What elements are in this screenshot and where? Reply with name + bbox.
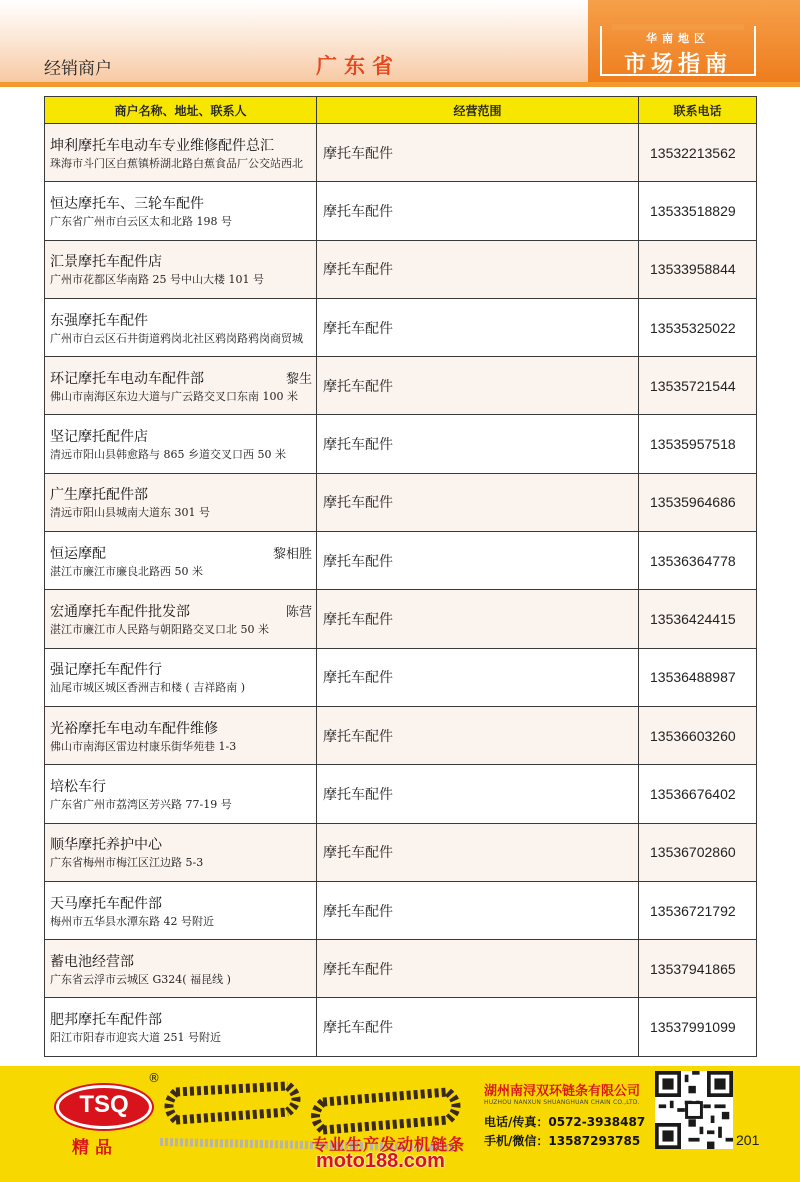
header-divider — [0, 82, 800, 87]
merchant-cell — [45, 182, 317, 240]
qr-code-icon — [655, 1071, 733, 1149]
merchant-heading — [50, 951, 312, 971]
table-row — [45, 881, 757, 939]
merchant-heading — [50, 193, 312, 213]
merchant-cell — [45, 940, 317, 998]
merchant-name: 坚记摩托配件店 — [50, 429, 148, 446]
table-row — [45, 473, 757, 531]
table-row — [45, 182, 757, 240]
merchant-cell — [45, 765, 317, 823]
company-name-english: HUZHOU NANXUN SHUANGHUAN CHAIN CO.,LTD. — [484, 1099, 640, 1106]
contact-phone: 13537991099 — [639, 998, 757, 1056]
business-scope: 摩托车配件 — [317, 298, 639, 356]
merchant-name: 坤利摩托车电动车专业维修配件总汇 — [50, 137, 274, 154]
merchant-name: 强记摩托车配件行 — [50, 662, 162, 679]
merchant-heading — [50, 251, 312, 271]
merchant-address: 阳江市阳春市迎宾大道 251 号附近 — [50, 1031, 221, 1045]
table-row — [45, 998, 757, 1056]
merchant-contact: 陈营 — [285, 605, 312, 621]
business-scope: 摩托车配件 — [317, 590, 639, 648]
table-body — [45, 124, 757, 1057]
section-label: 经销商户 — [44, 59, 112, 79]
business-scope: 摩托车配件 — [317, 765, 639, 823]
merchant-cell — [45, 998, 317, 1056]
company-mobile: 手机/微信：13587293785 — [484, 1134, 641, 1148]
contact-phone: 13536424415 — [639, 590, 757, 648]
table-row — [45, 590, 757, 648]
merchant-heading — [50, 484, 312, 504]
merchant-cell — [45, 298, 317, 356]
brand-tag: 精品 — [72, 1138, 118, 1158]
business-scope: 摩托车配件 — [317, 240, 639, 298]
merchant-cell — [45, 706, 317, 764]
business-scope: 摩托车配件 — [317, 823, 639, 881]
merchant-name: 蓄电池经营部 — [50, 953, 134, 970]
table-row — [45, 706, 757, 764]
merchant-cell — [45, 124, 317, 182]
table-row — [45, 415, 757, 473]
contact-phone: 13537941865 — [639, 940, 757, 998]
merchant-cell — [45, 357, 317, 415]
table-row — [45, 298, 757, 356]
contact-phone: 13533958844 — [639, 240, 757, 298]
contact-phone: 13535325022 — [639, 298, 757, 356]
merchant-address: 广东省广州市白云区太和北路 198 号 — [50, 214, 232, 228]
merchant-address: 湛江市廉江市人民路与朝阳路交叉口北 50 米 — [50, 623, 269, 637]
merchant-name: 培松车行 — [50, 778, 106, 795]
merchant-cell — [45, 532, 317, 590]
business-scope: 摩托车配件 — [317, 648, 639, 706]
business-scope: 摩托车配件 — [317, 124, 639, 182]
merchant-name: 恒运摩配 — [50, 545, 106, 562]
guide-subtitle: 华南地区 — [646, 32, 710, 45]
merchant-name: 东强摩托车配件 — [50, 312, 148, 329]
merchant-address: 汕尾市城区城区香洲吉和楼 ( 吉祥路南 ) — [50, 681, 246, 695]
merchant-address: 佛山市南海区雷边村康乐街华苑巷 1-3 — [50, 739, 237, 753]
guide-title: 市场指南 — [623, 52, 732, 77]
contact-phone: 13533518829 — [639, 182, 757, 240]
merchant-heading — [50, 718, 312, 738]
merchant-name: 光裕摩托车电动车配件维修 — [50, 720, 218, 737]
merchant-address: 珠海市斗门区白蕉镇桥湖北路白蕉食品厂公交站西北 — [50, 156, 303, 170]
company-name: 湖州南浔双环链条有限公司 — [484, 1084, 641, 1099]
merchant-heading — [50, 659, 312, 679]
contact-phone: 13532213562 — [639, 124, 757, 182]
merchant-name: 环记摩托车电动车配件部 — [50, 370, 204, 387]
registered-mark: ® — [148, 1071, 160, 1085]
merchant-name: 广生摩托配件部 — [50, 487, 148, 504]
merchant-heading — [50, 776, 312, 796]
merchant-address: 广东省梅州市梅江区江边路 5-3 — [50, 856, 204, 870]
table-row — [45, 823, 757, 881]
merchant-cell — [45, 881, 317, 939]
column-header-phone: 联系电话 — [639, 97, 757, 124]
table-row — [45, 765, 757, 823]
province-title: 广东省 — [316, 54, 400, 78]
contact-phone: 13536603260 — [639, 706, 757, 764]
business-scope: 摩托车配件 — [317, 881, 639, 939]
merchant-name: 肥邦摩托车配件部 — [50, 1012, 162, 1029]
table-row — [45, 648, 757, 706]
merchant-cell — [45, 648, 317, 706]
merchant-address: 广东省云浮市云城区 G324( 福昆线 ) — [50, 972, 231, 986]
merchant-name: 恒达摩托车、三轮车配件 — [50, 195, 204, 212]
merchant-address: 广州市白云区石井街道鸦岗北社区鸦岗路鸦岗商贸城 — [50, 331, 303, 345]
business-scope: 摩托车配件 — [317, 532, 639, 590]
contact-phone: 13535964686 — [639, 473, 757, 531]
table-row — [45, 532, 757, 590]
business-scope: 摩托车配件 — [317, 415, 639, 473]
merchant-address: 广州市花都区华南路 25 号中山大楼 101 号 — [50, 273, 264, 287]
merchant-address: 清远市阳山县韩愈路与 865 乡道交叉口西 50 米 — [50, 448, 286, 462]
table-row — [45, 240, 757, 298]
business-scope: 摩托车配件 — [317, 998, 639, 1056]
contact-phone: 13536702860 — [639, 823, 757, 881]
merchant-heading — [50, 834, 312, 854]
merchant-name: 顺华摩托养护中心 — [50, 837, 162, 854]
contact-phone: 13535721544 — [639, 357, 757, 415]
contact-phone: 13536364778 — [639, 532, 757, 590]
merchant-heading — [50, 426, 312, 446]
merchant-heading — [50, 543, 312, 563]
merchant-cell — [45, 590, 317, 648]
merchant-heading — [50, 310, 312, 330]
merchant-address: 佛山市南海区东边大道与广云路交叉口东南 100 米 — [50, 389, 298, 403]
contact-phone: 13536488987 — [639, 648, 757, 706]
table-row — [45, 124, 757, 182]
business-scope: 摩托车配件 — [317, 940, 639, 998]
merchant-cell — [45, 240, 317, 298]
merchant-name: 天马摩托车配件部 — [50, 895, 162, 912]
merchant-address: 清远市阳山县城南大道东 301 号 — [50, 506, 210, 520]
merchant-address: 广东省广州市荔湾区芳兴路 77-19 号 — [50, 797, 232, 811]
table-row — [45, 357, 757, 415]
merchant-heading — [50, 368, 312, 388]
merchant-heading — [50, 1009, 312, 1029]
merchant-address: 梅州市五华县水潭东路 42 号附近 — [50, 914, 214, 928]
merchant-name: 宏通摩托车配件批发部 — [50, 604, 190, 621]
table-header-row — [45, 97, 757, 124]
page-number: 201 — [736, 1132, 760, 1148]
business-scope: 摩托车配件 — [317, 182, 639, 240]
business-scope: 摩托车配件 — [317, 473, 639, 531]
column-header-merchant: 商户名称、地址、联系人 — [45, 97, 317, 124]
merchant-directory-table — [44, 96, 757, 1057]
table-row — [45, 940, 757, 998]
merchant-contact: 黎生 — [285, 371, 312, 387]
merchant-cell — [45, 823, 317, 881]
contact-phone: 13535957518 — [639, 415, 757, 473]
business-scope: 摩托车配件 — [317, 706, 639, 764]
ad-slogan: 专业生产发动机链条 — [312, 1135, 466, 1154]
merchant-name: 汇景摩托车配件店 — [50, 254, 162, 271]
column-header-scope: 经营范围 — [317, 97, 639, 124]
merchant-contact: 黎相胜 — [272, 546, 312, 562]
contact-phone: 13536676402 — [639, 765, 757, 823]
merchant-heading — [50, 135, 312, 155]
company-telephone: 电话/传真：0572-3938487 — [484, 1115, 646, 1129]
site-watermark: moto188.com — [316, 1150, 445, 1172]
business-scope: 摩托车配件 — [317, 357, 639, 415]
merchant-cell — [45, 473, 317, 531]
tsq-logo-text: TSQ — [79, 1091, 129, 1118]
contact-phone: 13536721792 — [639, 881, 757, 939]
merchant-heading — [50, 601, 312, 621]
merchant-heading — [50, 893, 312, 913]
merchant-address: 湛江市廉江市廉良北路西 50 米 — [50, 564, 203, 578]
merchant-cell — [45, 415, 317, 473]
